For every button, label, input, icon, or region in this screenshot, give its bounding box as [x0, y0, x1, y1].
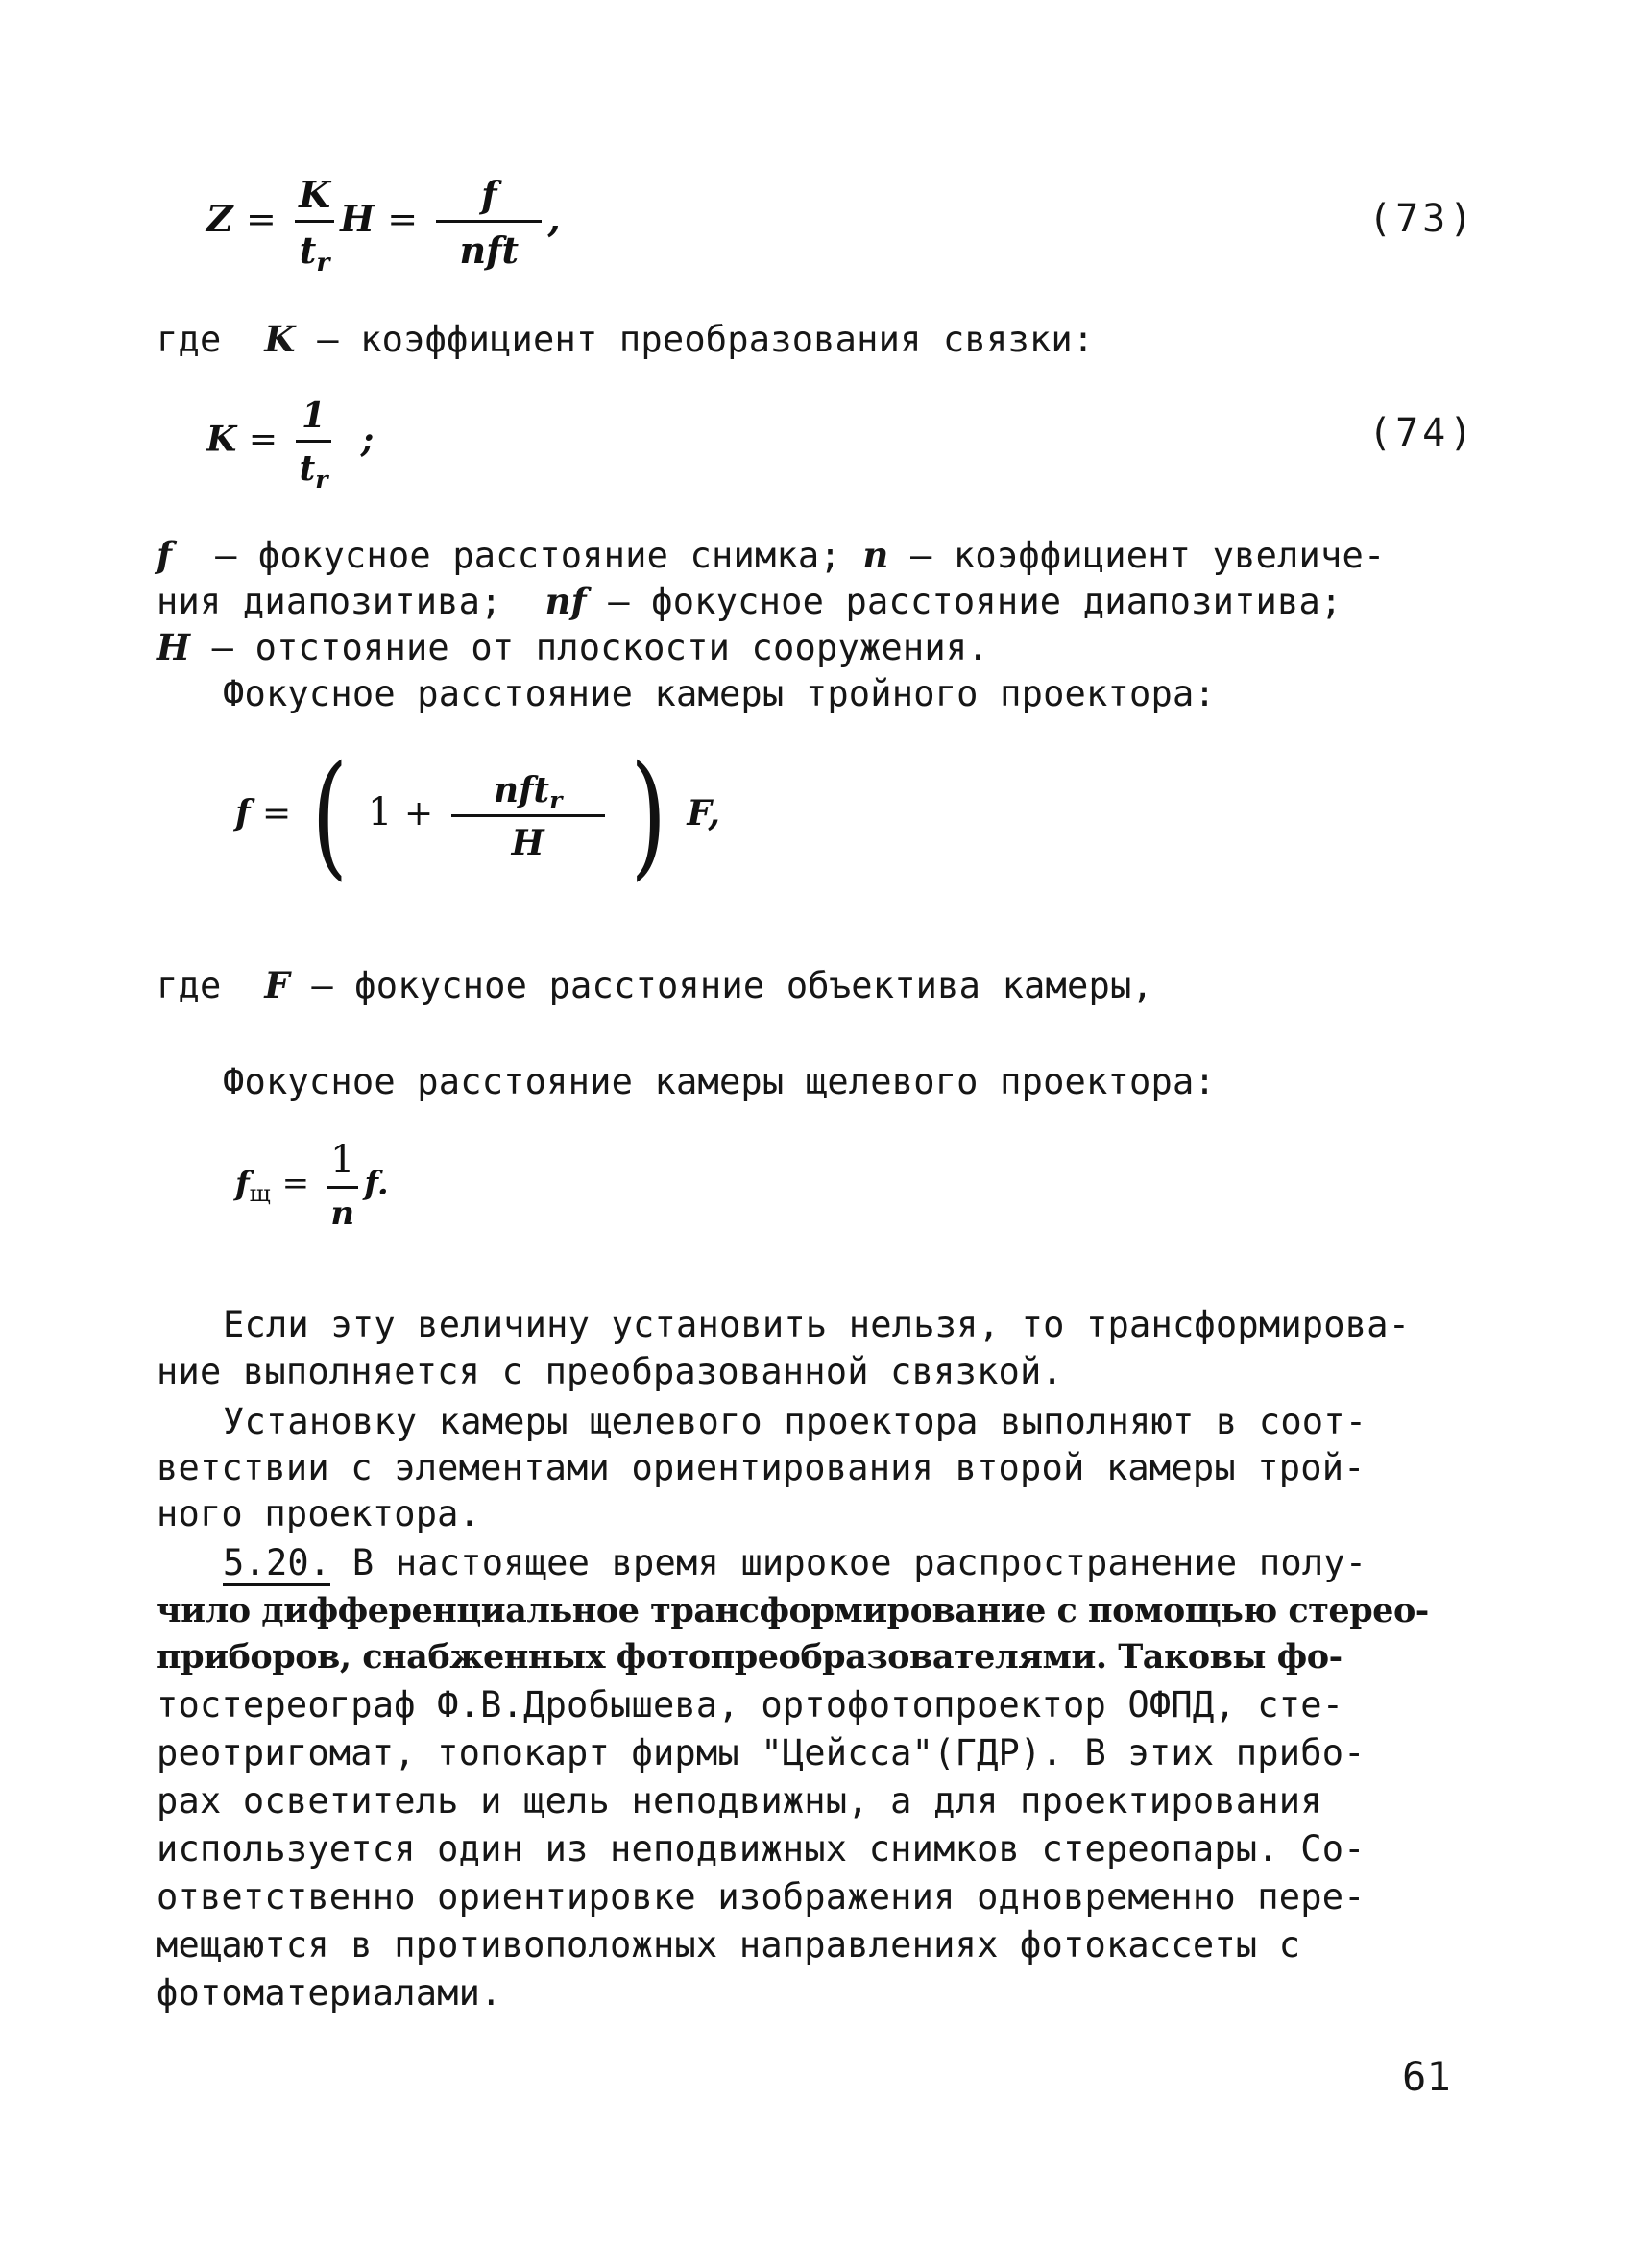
- eq73-f2-denominator: nft: [436, 220, 542, 272]
- definitions-line-1: f – фокусное расстояние снимка; n – коэффициент увеличе-: [157, 534, 1386, 576]
- para3-line-10: фотоматериалами.: [157, 1972, 502, 2014]
- para3-line-9: мещаются в противоположных направлениях фотокассеты с: [157, 1924, 1301, 1966]
- slit-fraction: $\frac{1}{n}$: [327, 1138, 358, 1233]
- slit-projector-heading: Фокусное расстояние камеры щелевого проектора:: [223, 1061, 1216, 1102]
- para3-line-5: реотригомат, топокарт фирмы "Цейсса"(ГДР). В этих прибо-: [157, 1732, 1366, 1773]
- eq73-f1-denominator: $t_r$: [295, 220, 334, 272]
- eq73-fraction-1: [295, 173, 334, 277]
- where-k-line: где K – коэффициент преобразования связки:: [157, 318, 1095, 360]
- para3-line-2: чило дифференциальное трансформирование с помощью стерео-: [157, 1591, 1429, 1630]
- para1-line-2: ние выполняется с преобразованной связкой.: [157, 1351, 1063, 1392]
- eq73-comma: ,: [547, 197, 561, 240]
- para2-line-2: ветствии с элементами ориентирования второй камеры трой-: [157, 1447, 1366, 1488]
- eq73-f2-numerator: f: [481, 173, 497, 216]
- para3-line-3: приборов, снабженных фотопреобразователями. Таковы фо-: [157, 1637, 1343, 1677]
- equation-number-74: (74): [1368, 411, 1477, 455]
- para2-line-1: Установку камеры щелевого проектора выполняют в соот-: [223, 1401, 1367, 1442]
- eq74-lhs: K: [206, 419, 237, 460]
- eq73-equals-2: =: [387, 198, 419, 240]
- para3-line-7: используется один из неподвижных снимков стереопары. Со-: [157, 1828, 1366, 1870]
- para3-line-8: ответственно ориентировке изображения одновременно пере-: [157, 1876, 1366, 1918]
- para3-line-6: рах осветитель и щель неподвижны, а для проектирования: [157, 1780, 1322, 1822]
- eq73-equals-1: =: [245, 198, 277, 240]
- triple-projector-heading: Фокусное расстояние камеры тройного проектора:: [223, 673, 1216, 714]
- equation-triple-projector: f = ( 1 + $\frac{nft_r}{H}$ ) F,: [235, 737, 720, 894]
- eq74-equals: =: [248, 420, 278, 460]
- equation-74: [206, 396, 375, 494]
- where-f-line: где F – фокусное расстояние объектива камеры,: [157, 964, 1153, 1006]
- definitions-line-2: ния диапозитива; nf – фокусное расстояние диапозитива;: [157, 580, 1343, 622]
- eq73-h: H: [340, 197, 375, 240]
- eq74-fraction: $\frac{1}{t_r}$: [296, 396, 332, 489]
- eq73-fraction-2: [436, 173, 542, 272]
- eq73-lhs: Z: [206, 197, 233, 240]
- equation-number-73: (73): [1368, 197, 1477, 241]
- section-number: 5.20.: [223, 1542, 330, 1586]
- triple-fraction: $\frac{nft_r}{H}$: [451, 770, 605, 863]
- para2-line-3: ного проектора.: [157, 1493, 481, 1534]
- page-number: 61: [1402, 2053, 1451, 2100]
- definitions-line-3: H – отстояние от плоскости сооружения.: [157, 626, 989, 668]
- para3-line-4: тостереограф Ф.В.Дробышева, ортофотопроектор ОФПД, сте-: [157, 1684, 1344, 1725]
- para3-line-1: 5.20. В настоящее время широкое распространение полу-: [223, 1541, 1367, 1585]
- para1-line-1: Если эту величину установить нельзя, то трансформирова-: [223, 1304, 1411, 1345]
- equation-73: [206, 173, 561, 277]
- eq74-semicolon: ;: [361, 419, 375, 460]
- eq73-f1-numerator: K: [299, 173, 331, 216]
- equation-slit-projector: $f_щ$ = $\frac{1}{n}$ f.: [235, 1138, 389, 1233]
